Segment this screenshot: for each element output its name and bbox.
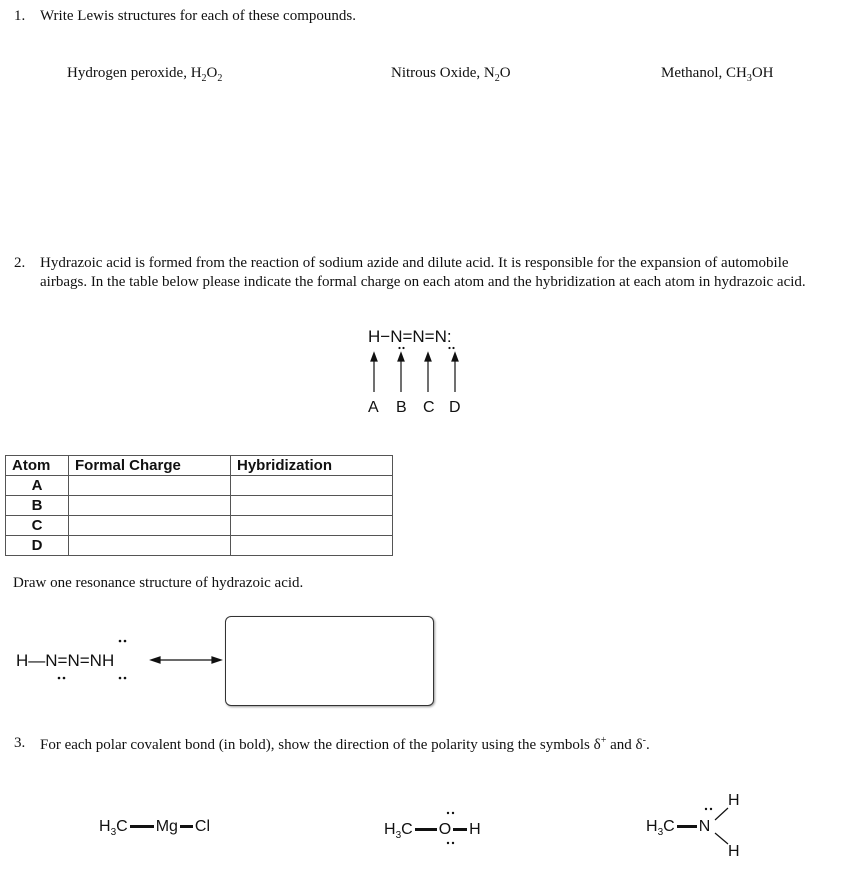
hybridization-cell[interactable]	[231, 476, 393, 496]
header-hybridization: Hybridization	[231, 456, 393, 476]
atom-label-c: C	[423, 399, 435, 416]
double-headed-arrow	[151, 657, 221, 663]
compound-methanol: Methanol, $CH_3OH$	[661, 65, 774, 84]
bold-bond	[180, 825, 193, 828]
oxygen-lone-pairs	[440, 806, 470, 850]
bold-bond	[415, 828, 437, 831]
molecule-h3c-mg-cl: $H_3C$ Mg Cl	[99, 818, 211, 839]
q3-text: For each polar covalent bond (in bold), show the direction of the polarity using the symbols δ+ and δ-.	[40, 735, 650, 753]
q2-number: 2.	[14, 255, 26, 271]
resonance-structure: H—N=N=NH	[16, 651, 115, 670]
resonance-answer-box[interactable]	[225, 616, 434, 706]
table-row	[6, 516, 393, 536]
table-header-row	[6, 456, 393, 476]
hybridization-cell[interactable]	[231, 536, 393, 556]
q2-text: Hydrazoic acid is formed from the reaction of sodium azide and dilute acid. It is responsible for the expansion of automobile airbags. In the table below please indicate the formal charge on each atom and the hybridization at each atom in hydrazoic acid.	[40, 255, 806, 290]
formal-charge-cell[interactable]	[69, 516, 231, 536]
formal-charge-cell[interactable]	[69, 476, 231, 496]
header-formal-charge: Formal Charge	[69, 456, 231, 476]
atom-label-b: B	[396, 399, 407, 416]
molecule-h3c-o-h: $H_3C$ O H	[384, 821, 481, 842]
q1-text: Write Lewis structures for each of these compounds.	[40, 8, 356, 24]
formal-charge-cell[interactable]	[69, 536, 231, 556]
bold-bond	[677, 825, 697, 828]
amine-h-bottom: H	[728, 843, 740, 860]
q1-number: 1.	[14, 8, 26, 24]
amine-h-top: H	[728, 792, 740, 809]
hydrazoic-acid-structure: H−N=N=N:	[368, 327, 452, 346]
formal-charge-table	[5, 455, 393, 556]
atom-label-a: A	[368, 399, 379, 416]
atom-label-d: D	[449, 399, 461, 416]
compound-hydrogen-peroxide: Hydrogen peroxide, $H_2O_2$	[67, 65, 223, 84]
resonance-prompt: Draw one resonance structure of hydrazoic acid.	[13, 575, 304, 591]
bold-bond	[130, 825, 154, 828]
resonance-dots-arrow	[10, 630, 230, 690]
amine-bonds-lone-pair	[700, 800, 740, 850]
atom-cell: A	[6, 476, 69, 496]
q3-number: 3.	[14, 735, 26, 751]
atom-cell: D	[6, 536, 69, 556]
formal-charge-cell[interactable]	[69, 496, 231, 516]
atom-cell: C	[6, 516, 69, 536]
molecule-h3c-nh2: $H_3C$ N	[646, 818, 711, 839]
table-row	[6, 476, 393, 496]
arrows	[371, 353, 458, 392]
hybridization-cell[interactable]	[231, 516, 393, 536]
atom-cell: B	[6, 496, 69, 516]
header-atom: Atom	[6, 456, 69, 476]
hybridization-cell[interactable]	[231, 496, 393, 516]
table-row	[6, 496, 393, 516]
table-row	[6, 536, 393, 556]
compound-nitrous-oxide: Nitrous Oxide, $N_2O$	[391, 65, 511, 84]
